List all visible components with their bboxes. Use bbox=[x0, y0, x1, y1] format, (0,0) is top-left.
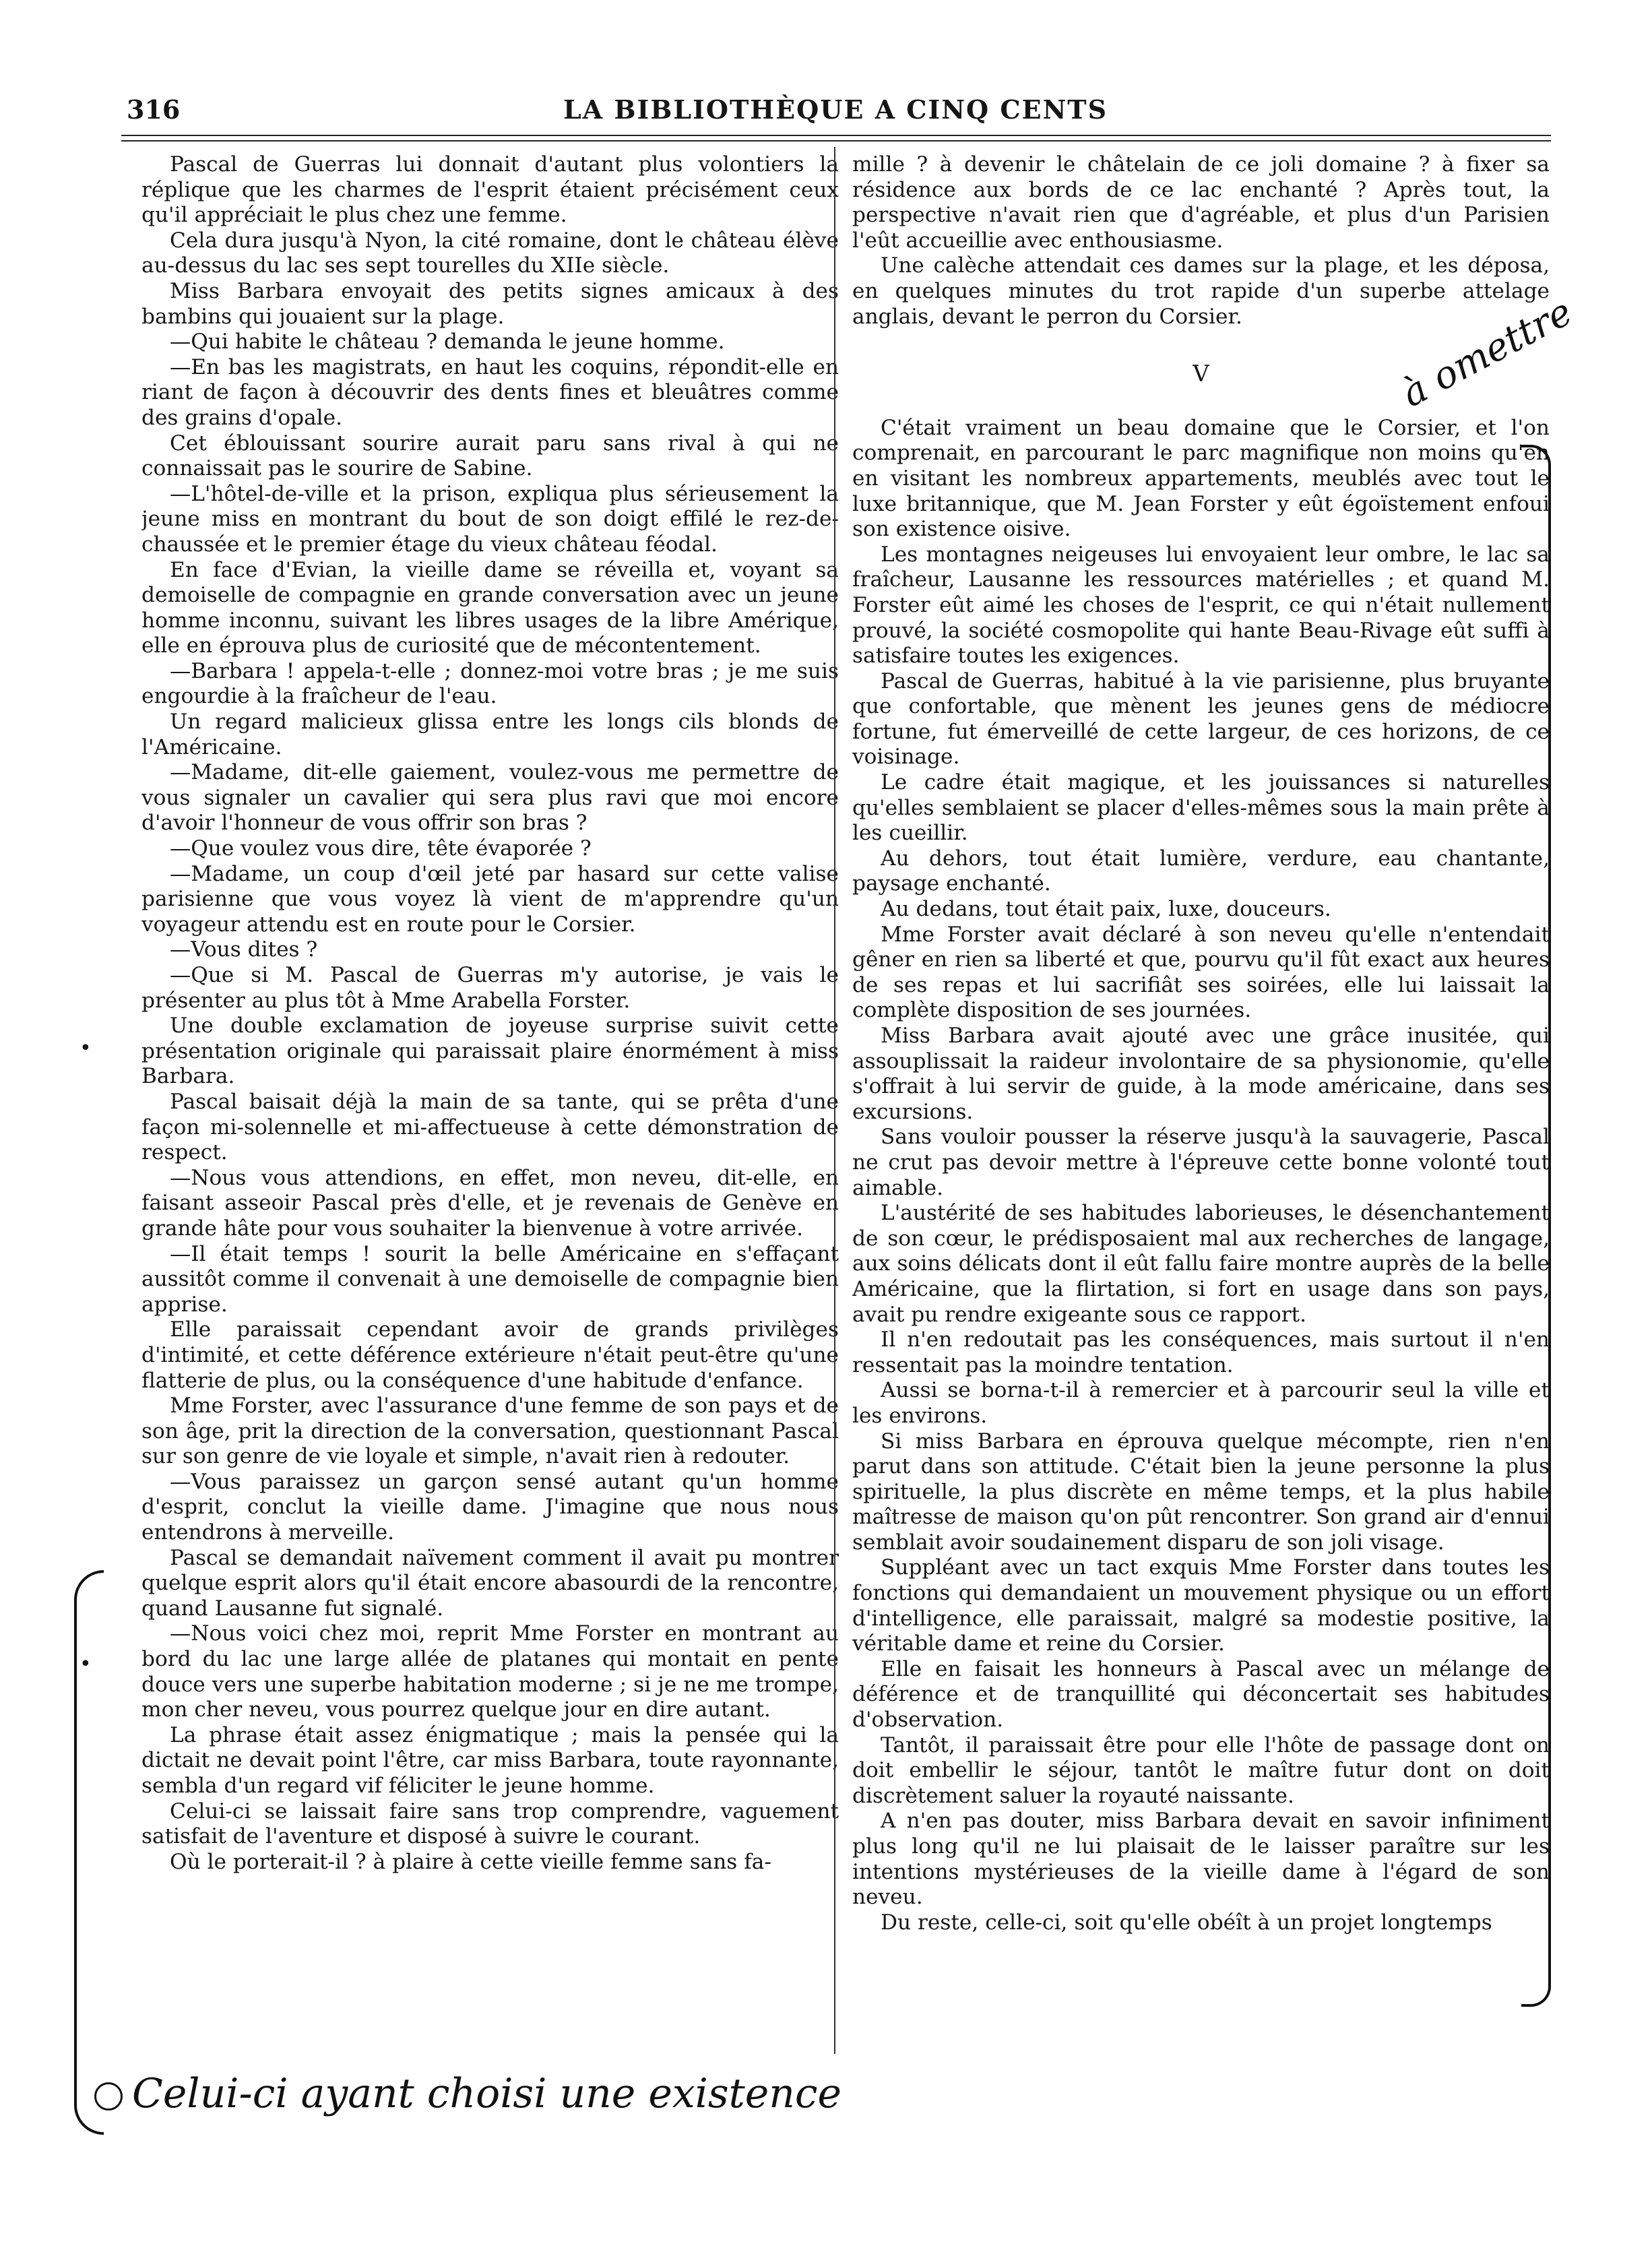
paragraph: Une calèche attendait ces dames sur la plage, et les déposa, en quelques minutes du trot rapide d'un superbe attelage anglais, devant le perron du Corsier. bbox=[852, 253, 1550, 329]
paragraph: Un regard malicieux glissa entre les longs cils blonds de l'Américaine. bbox=[141, 710, 839, 759]
paragraph: Mme Forster avait déclaré à son neveu qu'elle n'entendait gêner en rien sa liberté et que, pourvu qu'il fût exact aux heures de ses repas et lui sacrifiât ses soirées, elle lui laissait la complète disposition de ses journées. bbox=[852, 922, 1550, 1023]
circle-mark-icon bbox=[94, 2082, 123, 2111]
paragraph: —Nous vous attendions, en effet, mon neveu, dit-elle, en faisant asseoir Pascal près d'elle, et je revenais de Genève en grande hâte pour vous souhaiter la bienvenue à votre arrivée. bbox=[141, 1165, 839, 1241]
handwritten-margin-note: à omettre bbox=[1395, 290, 1580, 416]
paragraph: Il n'en redoutait pas les conséquences, mais surtout il n'en ressentait pas la moindre tentation. bbox=[852, 1328, 1550, 1377]
left-column bbox=[141, 152, 839, 2053]
paragraph: Celui-ci se laissait faire sans trop comprendre, vaguement satisfait de l'aventure et disposé à suivre le courant. bbox=[141, 1799, 839, 1849]
paragraph: C'était vraiment un beau domaine que le Corsier, et l'on comprenait, en parcourant le parc magnifique non moins qu'en en visitant les nombreux appartements, meublés avec tout le luxe britannique, que M. Jean Forster y eût égoïstement enfoui son existence oisive. bbox=[852, 415, 1550, 542]
paragraph: Elle paraissait cependant avoir de grands privilèges d'intimité, et cette déférence extérieure n'était peut-être qu'une flatterie de plus, ou la conséquence d'une habitude d'enfance. bbox=[141, 1317, 839, 1393]
paragraph: Si miss Barbara en éprouva quelque mécompte, rien n'en parut dans son attitude. C'était bien la jeune personne la plus spirituelle, la plus discrète en même temps, et la plus habile maîtresse de maison qu'on pût rencontrer. Son grand air d'ennui semblait avoir soudainement disparu de son joli visage. bbox=[852, 1429, 1550, 1555]
paragraph: —Qui habite le château ? demanda le jeune homme. bbox=[170, 330, 725, 354]
paragraph: Pascal se demandait naïvement comment il avait pu montrer quelque esprit alors qu'il était encore abasourdi de la rencontre, quand Lausanne fut signalé. bbox=[141, 1545, 839, 1621]
header-rule bbox=[121, 135, 1551, 142]
running-title: LA BIBLIOTHÈQUE A CINQ CENTS bbox=[563, 94, 1108, 125]
paragraph: A n'en pas douter, miss Barbara devait en savoir infiniment plus long qu'il ne lui plaisait de le laisser paraître sur les intentions mystérieuses de la vieille dame à l'égard de son neveu. bbox=[852, 1809, 1550, 1910]
paragraph: L'austérité de ses habitudes laborieuses, le désenchantement de son cœur, le prédisposaient mal aux recherches de langage, aux soins délicats dont il eût fallu faire montre auprès de la belle Américaine, que la flirtation, si fort en usage dans son pays, avait pu rendre exigeante sous ce rapport. bbox=[852, 1201, 1550, 1327]
handwritten-bottom-note bbox=[94, 2070, 841, 2117]
paragraph: —Que voulez vous dire, tête évaporée ? bbox=[170, 836, 592, 861]
paragraph: —Vous dites ? bbox=[170, 937, 318, 962]
paragraph: —Que si M. Pascal de Guerras m'y autorise, je vais le présenter au plus tôt à Mme Arabella Forster. bbox=[141, 963, 839, 1013]
paragraph: Au dedans, tout était paix, luxe, douceurs. bbox=[881, 897, 1331, 922]
margin-dot: • bbox=[80, 1036, 92, 1060]
section-heading: V bbox=[1193, 361, 1209, 388]
paragraph: Cet éblouissant sourire aurait paru sans rival à qui ne connaissait pas le sourire de Sabine. bbox=[141, 431, 839, 481]
paragraph: Aussi se borna-t-il à remercier et à parcourir seul la ville et les environs. bbox=[852, 1378, 1550, 1428]
paragraph: Pascal baisait déjà la main de sa tante, qui se prêta d'une façon mi-solennelle et mi-affectueuse à cette démonstration de respect. bbox=[141, 1089, 839, 1165]
paragraph: —Nous voici chez moi, reprit Mme Forster en montrant au bord du lac une large allée de platanes qui montait en pente douce vers une superbe habitation moderne ; si je ne me trompe, mon cher neveu, vous pourrez quelque jour en dire autant. bbox=[141, 1621, 839, 1722]
paragraph: Au dehors, tout était lumière, verdure, eau chantante, paysage enchanté. bbox=[852, 846, 1550, 896]
paragraph: Pascal de Guerras lui donnait d'autant plus volontiers la réplique que les charmes de l'esprit étaient précisément ceux qu'il appréciait le plus chez une femme. bbox=[141, 152, 839, 228]
paragraph: —Madame, un coup d'œil jeté par hasard sur cette valise parisienne que vous voyez là vient de m'apprendre qu'un voyageur attendu est en route pour le Corsier. bbox=[141, 861, 839, 937]
paragraph: Cela dura jusqu'à Nyon, la cité romaine, dont le château élève au-dessus du lac ses sept tourelles du XIIe siècle. bbox=[141, 228, 839, 278]
paragraph: —Il était temps ! sourit la belle Américaine en s'effaçant aussitôt comme il convenait à une demoiselle de compagnie bien apprise. bbox=[141, 1241, 839, 1317]
paragraph: Mme Forster, avec l'assurance d'une femme de son pays et de son âge, prit la direction de la conversation, questionnant Pascal sur son genre de vie loyale et simple, n'avait rien à redouter. bbox=[141, 1394, 839, 1469]
page-header bbox=[127, 94, 1544, 135]
paragraph: Suppléant avec un tact exquis Mme Forster dans toutes les fonctions qui demandaient un mouvement physique ou un effort d'intelligence, elle paraissait, malgré sa modestie positive, la véritable dame et reine du Corsier. bbox=[852, 1555, 1550, 1656]
paragraph: —Vous paraissez un garçon sensé autant qu'un homme d'esprit, conclut la vieille dame. J'imagine que nous nous entendrons à merveille. bbox=[141, 1469, 839, 1545]
column-divider bbox=[834, 147, 835, 2054]
paragraph: —Madame, dit-elle gaiement, voulez-vous me permettre de vous signaler un cavalier qui sera plus ravi que moi encore d'avoir l'honneur de vous offrir son bras ? bbox=[141, 760, 839, 836]
paragraph: Une double exclamation de joyeuse surprise suivit cette présentation originale qui paraissait plaire énormément à miss Barbara. bbox=[141, 1013, 839, 1089]
paragraph: En face d'Evian, la vieille dame se réveilla et, voyant sa demoiselle de compagnie en grande conversation avec un jeune homme inconnu, suivant les libres usages de la libre Amérique, elle en éprouva plus de curiosité que de mécontentement. bbox=[141, 557, 839, 658]
paragraph: —Barbara ! appela-t-elle ; donnez-moi votre bras ; je me suis engourdie à la fraîcheur de l'eau. bbox=[141, 658, 839, 709]
handwritten-bracket-right bbox=[1521, 445, 1551, 2007]
page-number: 316 bbox=[127, 94, 181, 125]
paragraph: Les montagnes neigeuses lui envoyaient leur ombre, le lac sa fraîcheur, Lausanne les ressources matérielles ; et quand M. Forster eût aimé les choses de l'esprit, ce qui n'était nullement prouvé, la société cosmopolite qui hante Beau-Rivage eût suffi à satisfaire toutes les exigences. bbox=[852, 542, 1550, 668]
paragraph: —En bas les magistrats, en haut les coquins, répondit-elle en riant de façon à découvrir des dents fines et bleuâtres comme des grains d'opale. bbox=[141, 354, 839, 430]
paragraph: Pascal de Guerras, habitué à la vie parisienne, plus bruyante que confortable, que mènent les jeunes gens de médiocre fortune, fut émerveillé de cette largeur, de ces horizons, de ce voisinage. bbox=[852, 668, 1550, 770]
paragraph: Elle en faisait les honneurs à Pascal avec un mélange de déférence et de tranquillité qui déconcertait ses habitudes d'observation. bbox=[852, 1656, 1550, 1733]
paragraph: La phrase était assez énigmatique ; mais la pensée qui la dictait ne devait point l'être, car miss Barbara, toute rayonnante, sembla d'un regard vif féliciter le jeune homme. bbox=[141, 1722, 839, 1798]
paragraph: —L'hôtel-de-ville et la prison, expliqua plus sérieusement la jeune miss en montrant du bout de son doigt effilé le rez-de-chaussée et le premier étage du vieux château féodal. bbox=[141, 481, 839, 557]
paragraph: Le cadre était magique, et les jouissances si naturelles qu'elles semblaient se placer d'elles-mêmes sous la main prête à les cueillir. bbox=[852, 770, 1550, 846]
bottom-note-text: Celui-ci ayant choisi une existence bbox=[132, 2070, 842, 2117]
paragraph: Où le porterait-il ? à plaire à cette vieille femme sans fa- bbox=[170, 1849, 771, 1874]
margin-dot: • bbox=[80, 1652, 92, 1676]
paragraph: Du reste, celle-ci, soit qu'elle obéît à un projet longtemps bbox=[881, 1910, 1492, 1935]
paragraph: Miss Barbara avait ajouté avec une grâce inusitée, qui assouplissait la raideur involontaire de sa physionomie, qu'elle s'offrait à lui servir de guide, à la mode américaine, dans ses excursions. bbox=[852, 1024, 1550, 1124]
paragraph: Sans vouloir pousser la réserve jusqu'à la sauvagerie, Pascal ne crut pas devoir mettre à l'épreuve cette bonne volonté tout aimable. bbox=[852, 1125, 1550, 1200]
paragraph: Tantôt, il paraissait être pour elle l'hôte de passage dont on doit embellir le séjour, tantôt le maître futur dont on doit discrètement saluer la royauté naissante. bbox=[852, 1733, 1550, 1808]
paragraph: mille ? à devenir le châtelain de ce joli domaine ? à fixer sa résidence aux bords de ce lac enchanté ? Après tout, la perspective n'avait rien que d'agréable, et plus d'un Parisien l'eût accueillie avec enthousiasme. bbox=[852, 152, 1550, 253]
right-column bbox=[852, 152, 1550, 2053]
paragraph: Miss Barbara envoyait des petits signes amicaux à des bambins qui jouaient sur la plage. bbox=[141, 278, 839, 329]
